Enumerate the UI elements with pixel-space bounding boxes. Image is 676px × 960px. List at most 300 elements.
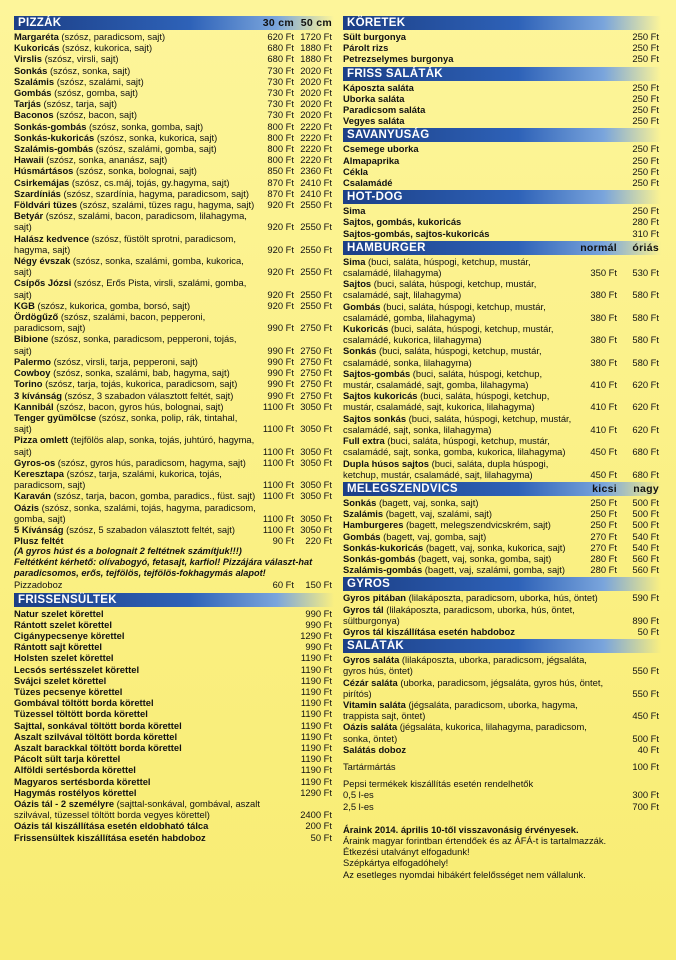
sandwich-desc: (bagett, vaj, szalámi, sajt) <box>383 508 493 520</box>
fried-price: 50 Ft <box>310 831 332 843</box>
sandwich-desc: (bagett, melegszendvicskrém, sajt) <box>403 519 551 531</box>
pickle-item <box>343 155 611 166</box>
fried-header <box>14 593 334 607</box>
hamburger-name: Sima <box>343 255 366 267</box>
hotdog-item <box>343 216 611 227</box>
sandwich-item <box>343 508 573 519</box>
pizza-item <box>14 98 256 109</box>
hamburger-price-2: 580 Ft <box>632 289 659 301</box>
hamburger-row <box>343 278 661 300</box>
pizza-box-name: Pizzadoboz <box>14 579 63 591</box>
hamburger-desc: (buci, saláta, húspogi, ketchup, mustár, csalamádé, sajt, sonka, lilahagyma) <box>343 412 572 435</box>
pepsi-name: 0,5 l-es <box>343 789 374 801</box>
pizza-item <box>14 255 256 277</box>
sides-header <box>343 16 661 30</box>
fried-item <box>14 820 284 831</box>
footer-line: Szépkártya elfogadóhely! <box>343 857 449 869</box>
fried-price: 200 Ft <box>305 820 332 832</box>
pizza-price-2: 2410 Ft <box>300 187 332 199</box>
pickle-row <box>343 155 661 166</box>
pizza-name: Betyár <box>14 210 44 222</box>
pizza-name: Torino <box>14 378 43 390</box>
hamburger-price-1: 410 Ft <box>590 423 617 435</box>
gyros-title: GYROS <box>347 578 391 591</box>
pizza-price-2: 3050 Ft <box>300 400 332 412</box>
pickles-list <box>343 143 661 188</box>
pizza-price-1: 920 Ft <box>267 243 294 255</box>
pizza-item <box>14 356 256 367</box>
hamburger-desc: (buci, saláta, húspogi, ketchup, mustár, csalamádé, gomba, lilahagyma) <box>343 300 546 323</box>
salad-item <box>343 654 611 676</box>
pizza-desc: (szósz, sonka, kukorica, sajt) <box>94 131 218 143</box>
pickle-item <box>343 143 611 154</box>
hamburger-price-1: 380 Ft <box>590 311 617 323</box>
salad-desc: (lilakáposzta, uborka, paradicsom, jégsaláta, gyros hús, öntet) <box>343 654 587 677</box>
pizza-item <box>14 468 256 490</box>
hotdog-title: HOT-DOG <box>347 191 403 204</box>
gyros-header <box>343 577 661 591</box>
pizza-item <box>14 277 256 299</box>
fried-price: 990 Ft <box>305 641 332 653</box>
hotdog-name: Sajtos, gombás, kukoricás <box>343 216 462 228</box>
pizza-desc: (szósz, sonka, bolognai, sajt) <box>73 165 197 177</box>
pizza-price-2: 2220 Ft <box>300 143 332 155</box>
side-name: Sült burgonya <box>343 31 407 42</box>
pizza-price-1: 1100 Ft <box>262 479 294 491</box>
pizza-price-1: 990 Ft <box>267 378 294 390</box>
pizza-title: PIZZÁK <box>18 17 62 29</box>
pizza-price-2: 2550 Ft <box>300 266 332 278</box>
pizza-price-1: 1100 Ft <box>262 512 294 524</box>
pizza-desc: (szósz, sonka, polip, rák, tintahal, sajt) <box>14 411 238 435</box>
sandwich-price-1: 270 Ft <box>590 541 617 553</box>
pizza-row <box>14 65 334 76</box>
pizza-desc: (szósz, bacon, gyros hús, bolognai, sajt) <box>53 400 224 412</box>
pizza-price-1: 730 Ft <box>267 98 294 110</box>
pizza-price-2: 2020 Ft <box>300 87 332 99</box>
fried-name: Hagymás rostélyos körettel <box>14 786 137 798</box>
pickle-row <box>343 177 661 188</box>
fried-name: Natur szelet körettel <box>14 607 104 619</box>
pizza-row <box>14 401 334 412</box>
fried-price: 2400 Ft <box>300 809 332 821</box>
side-price: 250 Ft <box>632 42 659 54</box>
fried-price: 1190 Ft <box>300 730 332 742</box>
sandwich-price-1: 250 Ft <box>590 519 617 531</box>
fresh-salad-row <box>343 104 661 115</box>
pizza-desc: (szósz, sonka, paradicsom, pepperoni, tojás, sajt) <box>14 333 237 356</box>
pickle-price: 250 Ft <box>632 154 659 166</box>
pizza-item <box>14 535 256 546</box>
fresh-salad-price: 250 Ft <box>632 81 659 93</box>
hamburger-price-1: 450 Ft <box>590 468 617 480</box>
hamburger-col2: óriás <box>632 241 659 254</box>
pickle-name: Csemege uborka <box>343 143 419 155</box>
pizza-price-1: 920 Ft <box>267 299 294 311</box>
fresh-salad-price: 250 Ft <box>632 115 659 127</box>
side-row <box>343 42 661 53</box>
fresh-salad-price: 250 Ft <box>632 104 659 116</box>
hamburger-item <box>343 278 573 300</box>
hamburger-desc: (buci, saláta, húspogi, ketchup, mustár, csalamádé, sajt, gomba, lilahagyma) <box>343 367 543 391</box>
hamburger-title: HAMBURGER <box>347 241 426 254</box>
pizza-desc: (szósz, virsli, sajt) <box>41 53 119 65</box>
fried-row <box>14 641 334 652</box>
pizza-box-row <box>14 579 334 590</box>
pizza-price-2: 2020 Ft <box>300 98 332 110</box>
fried-item <box>14 753 284 764</box>
pizza-item <box>14 154 256 165</box>
fried-name: Pácolt sült tarja körettel <box>14 753 121 765</box>
pizza-row <box>14 188 334 199</box>
pepsi-list <box>343 789 661 811</box>
pizza-item <box>14 188 256 199</box>
pizza-price-1: 1100 Ft <box>262 523 294 535</box>
hamburger-desc: (buci, saláta, húspogi, ketchup, mustár, csalamádé, sajt, lilahagyma) <box>343 278 537 301</box>
pizza-price-1: 730 Ft <box>267 75 294 87</box>
fried-price: 1190 Ft <box>300 685 332 697</box>
fried-row <box>14 742 334 753</box>
hamburger-price-2: 680 Ft <box>632 446 659 458</box>
gyros-item <box>343 592 611 603</box>
hamburger-item <box>343 301 573 323</box>
hamburger-price-2: 580 Ft <box>632 356 659 368</box>
side-item <box>343 42 611 53</box>
fried-desc: (sajttal-sonkával, gombával, aszalt szilvával, tüzessel töltött borda vegyes körettel) <box>14 798 260 821</box>
hamburger-name: Sajtos kukoricás <box>343 390 418 402</box>
pickle-row <box>343 166 661 177</box>
pizza-row <box>14 378 334 389</box>
pizza-name: Tenger gyümölcse <box>14 411 97 423</box>
pizza-desc: (szósz, sonka, szalámi, tojás, hagyma, paradicsom, gomba, sajt) <box>14 501 256 524</box>
fried-name: Frissensültek kiszállítása esetén habdoboz <box>14 831 206 843</box>
pizza-item <box>14 311 256 333</box>
pizza-price-2: 2550 Ft <box>300 243 332 255</box>
pizza-name: Plusz feltét <box>14 535 64 547</box>
footer-line: Étkezési utalványt elfogadunk! <box>343 846 470 858</box>
pizza-row <box>14 121 334 132</box>
fried-price: 1190 Ft <box>300 719 332 731</box>
sandwich-price-1: 280 Ft <box>590 564 617 576</box>
pepsi-price: 300 Ft <box>632 789 659 801</box>
pizza-item <box>14 524 256 535</box>
fried-price: 1190 Ft <box>300 775 332 787</box>
pizza-row <box>14 87 334 98</box>
fried-item <box>14 686 284 697</box>
pepsi-row <box>343 801 661 812</box>
pizza-row <box>14 434 334 456</box>
pizza-price-2: 2550 Ft <box>300 221 332 233</box>
pizza-desc: (szósz, sonka, ananász, sajt) <box>43 154 168 166</box>
sauce-row <box>343 761 661 772</box>
pizza-row <box>14 53 334 64</box>
fresh-salad-item <box>343 82 611 93</box>
pizza-price-2: 2360 Ft <box>300 165 332 177</box>
pizza-price-1: 1100 Ft <box>262 490 294 502</box>
pepsi-price: 700 Ft <box>632 800 659 812</box>
pizza-price-1: 990 Ft <box>267 322 294 334</box>
sandwich-name: Sonkás <box>343 496 377 508</box>
gyros-price: 50 Ft <box>637 625 659 637</box>
hotdog-name: Sajtos-gombás, sajtos-kukoricás <box>343 227 490 239</box>
fried-item <box>14 697 284 708</box>
pizza-name: Palermo <box>14 355 51 367</box>
pizza-note-1: (A gyros húst és a bolognait 2 feltétnek számítjuk!!!) <box>14 546 242 557</box>
pizza-item <box>14 412 256 434</box>
pizza-row <box>14 31 334 42</box>
pizza-row <box>14 390 334 401</box>
fried-name: Sajttal, sonkával töltött borda körettel <box>14 719 182 731</box>
hamburger-price-1: 450 Ft <box>590 446 617 458</box>
salads-fresh-header <box>343 67 661 81</box>
pizza-name: Oázis <box>14 501 40 513</box>
pizza-desc: (szósz, szardínia, hagyma, paradicsom, sajt) <box>60 187 249 199</box>
pizza-name: Tarjás <box>14 98 41 110</box>
pizza-price-2: 2750 Ft <box>300 355 332 367</box>
pizza-price-1: 870 Ft <box>267 187 294 199</box>
hamburger-price-1: 380 Ft <box>590 356 617 368</box>
fried-row <box>14 630 334 641</box>
pickle-name: Csalamádé <box>343 177 393 189</box>
pizza-name: Sonkás <box>14 64 48 76</box>
sandwich-item <box>343 564 573 575</box>
hamburger-desc: (buci, saláta, húspogi, ketchup, mustár, csalamádé, sajt, kukorica, lilahagyma) <box>343 390 550 413</box>
pizza-desc: (szósz, paradicsom, sajt) <box>58 31 166 42</box>
fried-row <box>14 652 334 663</box>
sandwich-item <box>343 519 573 530</box>
pizza-row <box>14 154 334 165</box>
pizza-price-2: 3050 Ft <box>300 523 332 535</box>
sandwich-title: MELEGSZENDVICS <box>347 482 458 495</box>
pizza-price-2: 2750 Ft <box>300 344 332 356</box>
gyros-list <box>343 592 661 637</box>
hamburger-desc: (buci, saláta, húspogi, ketchup, mustár, csalamádé, kukorica, lilahagyma) <box>343 323 554 346</box>
fresh-salad-price: 250 Ft <box>632 92 659 104</box>
fried-row <box>14 753 334 764</box>
salad-row <box>343 721 661 743</box>
salad-row <box>343 744 661 755</box>
pizza-desc: (szósz, cs.máj, tojás, gy.hagyma, sajt) <box>69 176 230 188</box>
pizza-price-1: 850 Ft <box>267 165 294 177</box>
pizza-desc: (szósz, kukorica, gomba, borsó, sajt) <box>34 299 191 311</box>
fried-name: Tüzes pecsenye körettel <box>14 685 123 697</box>
hamburger-name: Sajtos sonkás <box>343 412 407 424</box>
sandwich-row <box>343 497 661 508</box>
hamburger-desc: (buci, saláta, húspogi, ketchup, mustár, csalamádé, sonka, lilahagyma) <box>343 345 542 368</box>
pizza-item <box>14 378 256 389</box>
pizza-box-p1: 60 Ft <box>272 579 294 591</box>
gyros-desc: (lilakáposzta, paradicsom, uborka, hús, öntet) <box>406 592 598 604</box>
salad-row <box>343 654 661 676</box>
pizza-desc: (szósz, sonka, sajt) <box>47 64 131 76</box>
pizza-desc: (szósz, bacon, sajt) <box>53 109 137 121</box>
sandwich-name: Szalámis <box>343 508 384 520</box>
pizza-price-1: 1100 Ft <box>262 445 294 457</box>
pizza-price-1: 920 Ft <box>267 221 294 233</box>
side-row <box>343 53 661 64</box>
hamburger-name: Dupla húsos sajtos <box>343 457 429 469</box>
pizza-row <box>14 177 334 188</box>
salads-header <box>343 639 661 653</box>
pizza-price-1: 990 Ft <box>267 344 294 356</box>
hamburger-name: Gombás <box>343 300 381 312</box>
side-price: 250 Ft <box>632 53 659 65</box>
hamburger-price-2: 620 Ft <box>632 401 659 413</box>
hamburger-price-2: 530 Ft <box>632 267 659 279</box>
pizza-name: Szardíniás <box>14 187 61 199</box>
pizza-row <box>14 356 334 367</box>
pizza-row <box>14 300 334 311</box>
pizza-row <box>14 210 334 232</box>
fried-price: 1290 Ft <box>300 629 332 641</box>
hamburger-name: Sajtos <box>343 278 372 290</box>
pizza-price-2: 1720 Ft <box>300 31 332 42</box>
pizza-item <box>14 177 256 188</box>
pizza-row <box>14 255 334 277</box>
pizza-price-2: 3050 Ft <box>300 445 332 457</box>
pizza-price-2: 2550 Ft <box>300 299 332 311</box>
pizza-row <box>14 98 334 109</box>
pizza-price-2: 2750 Ft <box>300 322 332 334</box>
pizza-name: Négy évszak <box>14 255 71 267</box>
pizza-price-1: 730 Ft <box>267 109 294 121</box>
hamburger-item <box>343 413 573 435</box>
pizza-desc: (szósz, szalámi, bacon, pepperoni, paradicsom, sajt) <box>14 311 206 334</box>
pizza-price-2: 1880 Ft <box>300 42 332 54</box>
pizza-name: Kukoricás <box>14 42 60 54</box>
pickle-item <box>343 166 611 177</box>
sandwich-desc: (bagett, vaj, sonka, gomba, sajt) <box>415 552 552 564</box>
fried-row <box>14 798 334 820</box>
pizza-desc: (szósz, tarja, bacon, gomba, paradics., füst. sajt) <box>51 490 256 502</box>
pizza-price-2: 3050 Ft <box>300 456 332 468</box>
pizza-name: Csirkemájas <box>14 176 70 188</box>
pizza-row <box>14 311 334 333</box>
pizza-name: Cowboy <box>14 367 51 379</box>
hamburger-price-1: 410 Ft <box>590 379 617 391</box>
pizza-price-1: 90 Ft <box>272 535 294 547</box>
pizza-item <box>14 199 256 210</box>
hamburger-item <box>343 435 573 457</box>
hamburger-row <box>343 458 661 480</box>
fried-row <box>14 619 334 630</box>
fresh-salad-name: Paradicsom saláta <box>343 104 426 116</box>
fried-item <box>14 832 284 843</box>
pizza-name: Hawaii <box>14 154 44 166</box>
pizza-name: 3 kívánság <box>14 389 62 401</box>
pizza-item <box>14 143 256 154</box>
fried-price: 1190 Ft <box>300 708 332 720</box>
pizza-desc: (szósz, Erős Pista, virsli, szalámi, gomba, sajt) <box>14 277 247 300</box>
salad-desc: (jégsaláta, kukorica, lilahagyma, paradicsom, sonka, öntet) <box>343 721 587 744</box>
pizza-name: Pizza omlett <box>14 434 69 446</box>
pizza-price-1: 620 Ft <box>267 31 294 42</box>
pizza-header <box>14 16 334 30</box>
fried-price: 1190 Ft <box>300 753 332 765</box>
pizza-item <box>14 121 256 132</box>
fresh-salad-item <box>343 104 611 115</box>
sandwich-row <box>343 542 661 553</box>
fried-row <box>14 731 334 742</box>
salad-row <box>343 699 661 721</box>
pizza-desc: (tejfölös alap, sonka, tojás, juhtúró, hagyma, sajt) <box>14 434 255 457</box>
pizza-desc: (szósz, szalámi, tüzes ragu, hagyma, sajt) <box>77 199 255 211</box>
gyros-row <box>343 592 661 603</box>
hamburger-row <box>343 435 661 457</box>
gyros-item <box>343 604 611 626</box>
hamburger-item <box>343 345 573 367</box>
fried-name: Svájci szelet körettel <box>14 674 107 686</box>
fried-item <box>14 731 284 742</box>
pizza-price-1: 870 Ft <box>267 176 294 188</box>
pizza-item <box>14 490 256 501</box>
fried-list <box>14 608 334 843</box>
sandwich-name: Sonkás-kukoricás <box>343 541 424 553</box>
pizza-row <box>14 502 334 524</box>
sandwich-item <box>343 531 573 542</box>
pizza-price-2: 2750 Ft <box>300 367 332 379</box>
pizza-desc: (szósz, gyros hús, paradicsom, hagyma, sajt) <box>55 456 246 468</box>
pizza-desc: (szósz, sonka, gomba, sajt) <box>86 120 204 132</box>
salads-fresh-list <box>343 82 661 127</box>
salad-price: 550 Ft <box>632 687 659 699</box>
pizza-name: Halász kedvence <box>14 232 90 244</box>
hotdog-price: 280 Ft <box>632 216 659 228</box>
pizza-item <box>14 42 256 53</box>
fried-price: 1190 Ft <box>300 764 332 776</box>
pizza-row <box>14 535 334 546</box>
left-column <box>14 14 334 843</box>
fried-name: Magyaros sertésborda körettel <box>14 775 151 787</box>
salad-item <box>343 744 611 755</box>
pizza-name: Virslis <box>14 53 42 65</box>
pizza-price-1: 730 Ft <box>267 87 294 99</box>
fried-name: Gombával töltött borda körettel <box>14 697 154 709</box>
pizza-price-2: 2020 Ft <box>300 75 332 87</box>
hamburger-item <box>343 256 573 278</box>
hamburger-price-2: 620 Ft <box>632 379 659 391</box>
pizza-desc: (szósz, szalámi, bacon, paradicsom, lilahagyma, sajt) <box>14 210 247 233</box>
pizza-price-2: 3050 Ft <box>300 423 332 435</box>
fried-item <box>14 787 284 798</box>
pizza-name: Sonkás-gombás <box>14 120 87 132</box>
hamburger-price-1: 380 Ft <box>590 289 617 301</box>
fresh-salad-name: Káposzta saláta <box>343 81 414 93</box>
side-row <box>343 31 661 42</box>
sides-list <box>343 31 661 65</box>
pizza-price-1: 1100 Ft <box>262 400 294 412</box>
pepsi-note: Pepsi termékek kiszállítás esetén rendelhetők <box>343 778 534 790</box>
pizza-name: Gyros-os <box>14 456 56 468</box>
pizza-note-2: Feltétként kérhető: olívabogyó, fetasajt, karfiol! Pizzájára választ-hat paradicsomos, erős, tejfölös, tejfölös-fokhagymás alapot! <box>14 557 313 579</box>
fried-name: Cigánypecsenye körettel <box>14 629 125 641</box>
hotdog-name: Sima <box>343 205 366 217</box>
hamburger-row <box>343 390 661 412</box>
gyros-row <box>343 604 661 626</box>
fried-item <box>14 720 284 731</box>
pizza-row <box>14 143 334 154</box>
pizza-name: Húsmártásos <box>14 165 74 177</box>
salad-price: 550 Ft <box>632 665 659 677</box>
pizza-desc: (szósz, virsli, tarja, pepperoni, sajt) <box>51 355 198 367</box>
fried-item <box>14 652 284 663</box>
salad-price: 500 Ft <box>632 732 659 744</box>
pizza-name: 5 Kívánság <box>14 523 64 535</box>
pizza-price-1: 680 Ft <box>267 42 294 54</box>
pizza-item <box>14 390 256 401</box>
pickle-row <box>343 143 661 154</box>
pizza-row <box>14 165 334 176</box>
